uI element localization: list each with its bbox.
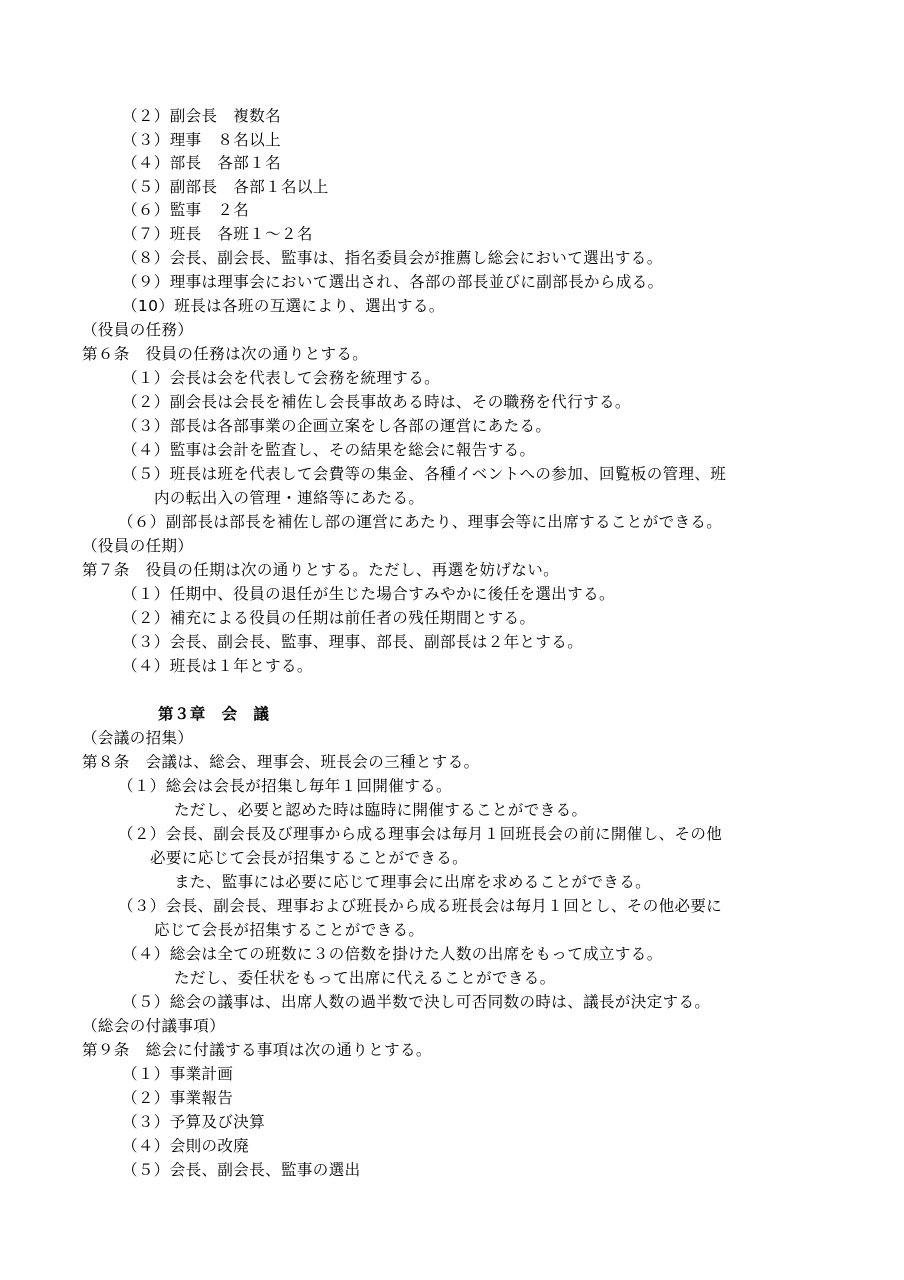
article-line: 第８条 会議は、総会、理事会、班長会の三種とする。: [82, 753, 480, 771]
text-line: （４）監事は会計を監査し、その結果を総会に報告する。: [122, 441, 536, 459]
text-line: （４）部長 各部１名: [122, 154, 282, 172]
text-line: （３）理事 ８名以上: [122, 131, 282, 149]
section-heading: （役員の任務）: [82, 321, 194, 339]
article-line: 第９条 総会に付議する事項は次の通りとする。: [82, 1041, 432, 1059]
section-heading: （役員の任期）: [82, 537, 194, 555]
text-line: （２）副会長は会長を補佐し会長事故ある時は、その職務を代行する。: [122, 393, 631, 411]
chapter-title: 第３章 会 議: [158, 705, 270, 723]
text-line: （３）会長、副会長、監事、理事、部長、副部長は２年とする。: [122, 633, 584, 651]
text-line: ただし、委任状をもって出席に代えることができる。: [174, 969, 556, 987]
section-heading: （総会の付議事項）: [82, 1017, 226, 1035]
text-line: （５）会長、副会長、監事の選出: [122, 1161, 361, 1179]
text-line: 応じて会長が招集することができる。: [154, 921, 425, 939]
text-line: （２）会長、副会長及び理事から成る理事会は毎月１回班長会の前に開催し、その他: [118, 825, 723, 843]
text-line: （６）監事 ２名: [122, 201, 250, 219]
text-line: （４）班長は１年とする。: [122, 657, 313, 675]
text-line: 内の転出入の管理・連絡等にあたる。: [154, 489, 425, 507]
text-line: （４）総会は全ての班数に３の倍数を掛けた人数の出席をもって成立する。: [122, 945, 663, 963]
text-line: （８）会長、副会長、監事は、指名委員会が推薦し総会において選出する。: [122, 249, 663, 267]
text-line: （２）事業報告: [122, 1089, 234, 1107]
text-line: ただし、必要と認めた時は臨時に開催することができる。: [174, 801, 588, 819]
text-line: 必要に応じて会長が招集することができる。: [150, 849, 469, 867]
text-line: （５）班長は班を代表して会費等の集金、各種イベントへの参加、回覧板の管理、班: [122, 465, 727, 483]
text-line: （４）会則の改廃: [122, 1137, 250, 1155]
text-line: （５）副部長 各部１名以上: [122, 178, 329, 196]
text-line: （９）理事は理事会において選出され、各部の部長並びに副部長から成る。: [122, 273, 664, 291]
text-line: （３）部長は各部事業の企画立案をし各部の運営にあたる。: [122, 417, 552, 435]
text-line: （10）班長は各班の互選により、選出する。: [122, 297, 445, 315]
text-line: （６）副部長は部長を補佐し部の運営にあたり、理事会等に出席することができる。: [118, 513, 723, 531]
text-line: （１）会長は会を代表して会務を統理する。: [122, 369, 441, 387]
text-line: また、監事には必要に応じて理事会に出席を求めることができる。: [174, 873, 652, 891]
text-line: （２）補充による役員の任期は前任者の残任期間とする。: [122, 609, 536, 627]
text-line: （１）総会は会長が招集し毎年１回開催する。: [118, 777, 452, 795]
text-line: （７）班長 各班１～２名: [122, 225, 313, 243]
text-line: （３）予算及び決算: [122, 1113, 266, 1131]
text-line: （３）会長、副会長、理事および班長から成る班長会は毎月１回とし、その他必要に: [118, 897, 723, 915]
text-line: （２）副会長 複数名: [122, 107, 282, 125]
text-line: （１）任期中、役員の退任が生じた場合すみやかに後任を選出する。: [122, 585, 615, 603]
text-line: （５）総会の議事は、出席人数の過半数で決し可否同数の時は、議長が決定する。: [122, 993, 711, 1011]
article-line: 第７条 役員の任期は次の通りとする。ただし、再選を妨げない。: [82, 561, 560, 579]
article-line: 第６条 役員の任務は次の通りとする。: [82, 345, 369, 363]
section-heading: （会議の招集）: [82, 729, 194, 747]
text-line: （１）事業計画: [122, 1065, 234, 1083]
